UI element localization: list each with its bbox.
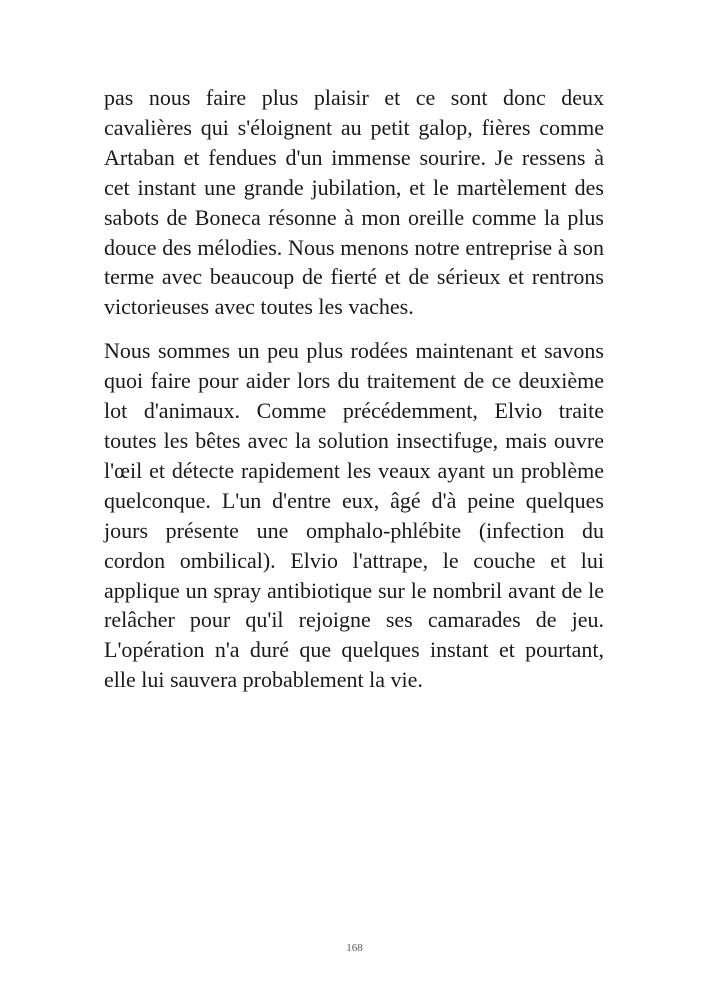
paragraph-1: pas nous faire plus plaisir et ce sont donc deux cavalières qui s'éloignent au petit galop, fières comme Artaban et fendues d'un immense sourire. Je ressens à cet instant une grande jubilation, et le martèlement des sabots de Boneca résonne à mon oreille comme la plus douce des mélodies. Nous menons notre entreprise à son terme avec beaucoup de fierté et de sérieux et rentrons victorieuses avec toutes les vaches. [104,85,604,320]
body-text [104,83,604,695]
paragraph-2: Nous sommes un peu plus rodées maintenant et savons quoi faire pour aider lors du traitement de ce deuxième lot d'animaux. Comme précédemment, Elvio traite toutes les bêtes avec la solution insectifuge, mais ouvre l'œil et détecte rapidement les veaux ayant un problème quelconque. L'un d'entre eux, âgé d'à peine quelques jours présente une omphalo-phlébite (infection du cordon ombilical). Elvio l'attrape, le couche et lui applique un spray antibiotique sur le nombril avant de le relâcher pour qu'il rejoigne ses camarades de jeu. L'opération n'a duré que quelques instant et pourtant, elle lui sauvera probablement la vie. [104,338,604,693]
page-number: 168 [346,942,363,954]
